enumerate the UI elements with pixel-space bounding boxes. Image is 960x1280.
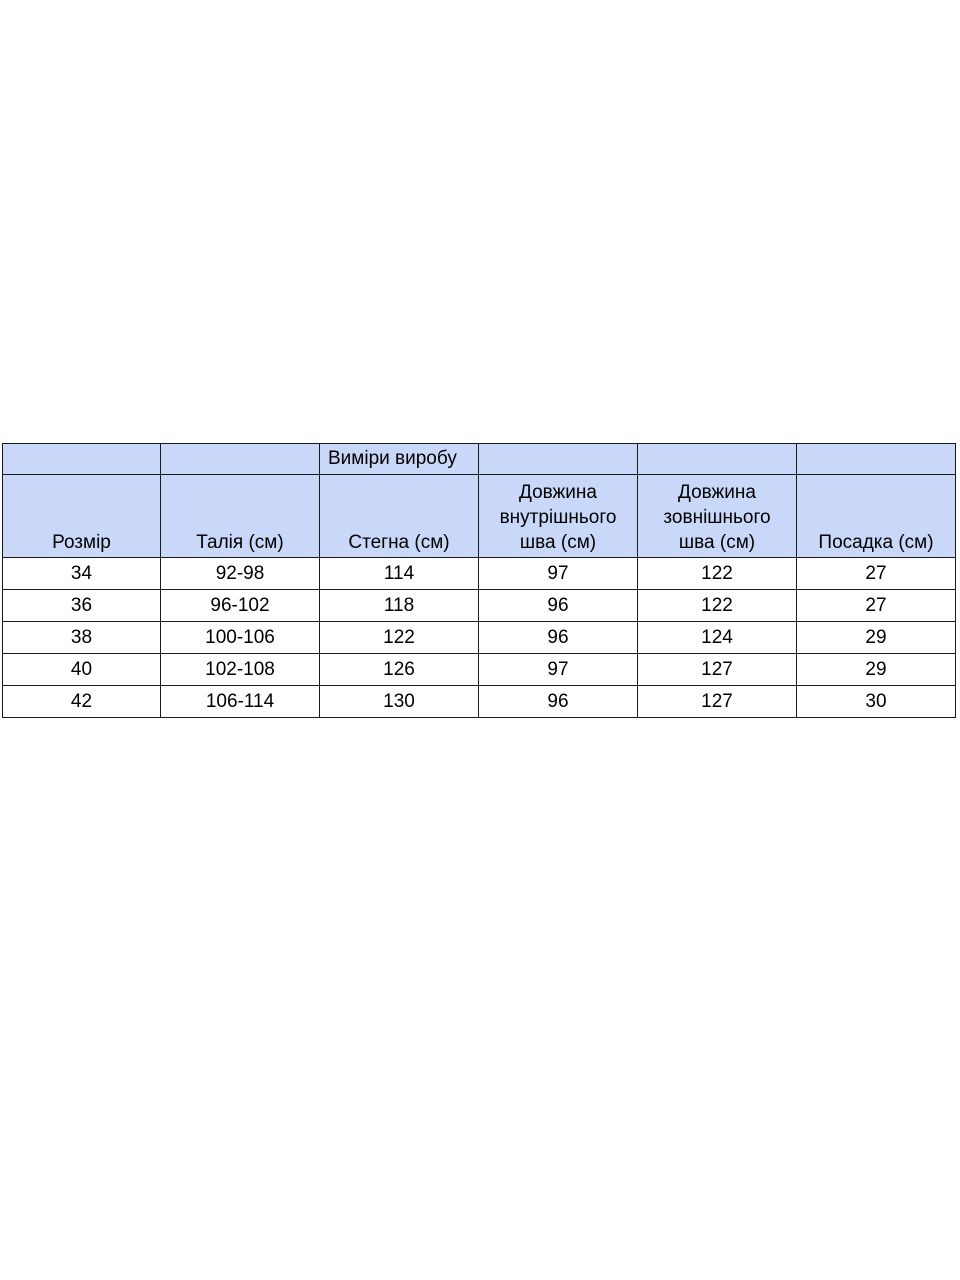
cell-size: 40	[3, 654, 161, 686]
cell-outseam: 124	[638, 622, 797, 654]
cell-inseam: 96	[479, 686, 638, 718]
header-outseam-label: Довжина зовнішнього шва (см)	[663, 482, 771, 553]
cell-rise: 27	[797, 590, 956, 622]
cell-rise: 27	[797, 558, 956, 590]
table-row	[3, 590, 956, 622]
cell-outseam: 127	[638, 686, 797, 718]
header-outseam	[638, 475, 797, 558]
cell-waist: 102-108	[161, 654, 320, 686]
header-inseam	[479, 475, 638, 558]
header-hips: Стегна (см)	[320, 475, 479, 558]
cell-inseam: 97	[479, 558, 638, 590]
cell-size: 38	[3, 622, 161, 654]
header-inseam-label: Довжина внутрішнього шва (см)	[499, 482, 617, 553]
caption-empty-cell	[638, 444, 797, 475]
caption-empty-cell	[797, 444, 956, 475]
cell-waist: 100-106	[161, 622, 320, 654]
table-row	[3, 558, 956, 590]
cell-outseam: 127	[638, 654, 797, 686]
cell-waist: 106-114	[161, 686, 320, 718]
cell-outseam: 122	[638, 590, 797, 622]
cell-size: 36	[3, 590, 161, 622]
cell-size: 34	[3, 558, 161, 590]
cell-rise: 30	[797, 686, 956, 718]
cell-size: 42	[3, 686, 161, 718]
cell-outseam: 122	[638, 558, 797, 590]
header-waist: Талія (см)	[161, 475, 320, 558]
cell-inseam: 96	[479, 622, 638, 654]
header-size: Розмір	[3, 475, 161, 558]
cell-rise: 29	[797, 622, 956, 654]
size-chart-table	[2, 443, 956, 718]
cell-hips: 122	[320, 622, 479, 654]
cell-inseam: 96	[479, 590, 638, 622]
table-row	[3, 686, 956, 718]
cell-waist: 96-102	[161, 590, 320, 622]
caption-empty-cell	[161, 444, 320, 475]
cell-hips: 118	[320, 590, 479, 622]
cell-hips: 114	[320, 558, 479, 590]
cell-hips: 126	[320, 654, 479, 686]
header-row	[3, 475, 956, 558]
caption-empty-cell	[479, 444, 638, 475]
table-row	[3, 654, 956, 686]
cell-waist: 92-98	[161, 558, 320, 590]
cell-hips: 130	[320, 686, 479, 718]
cell-inseam: 97	[479, 654, 638, 686]
header-rise: Посадка (см)	[797, 475, 956, 558]
cell-rise: 29	[797, 654, 956, 686]
table-caption: Виміри виробу	[320, 444, 479, 475]
table-row	[3, 622, 956, 654]
caption-empty-cell	[3, 444, 161, 475]
caption-row	[3, 444, 956, 475]
